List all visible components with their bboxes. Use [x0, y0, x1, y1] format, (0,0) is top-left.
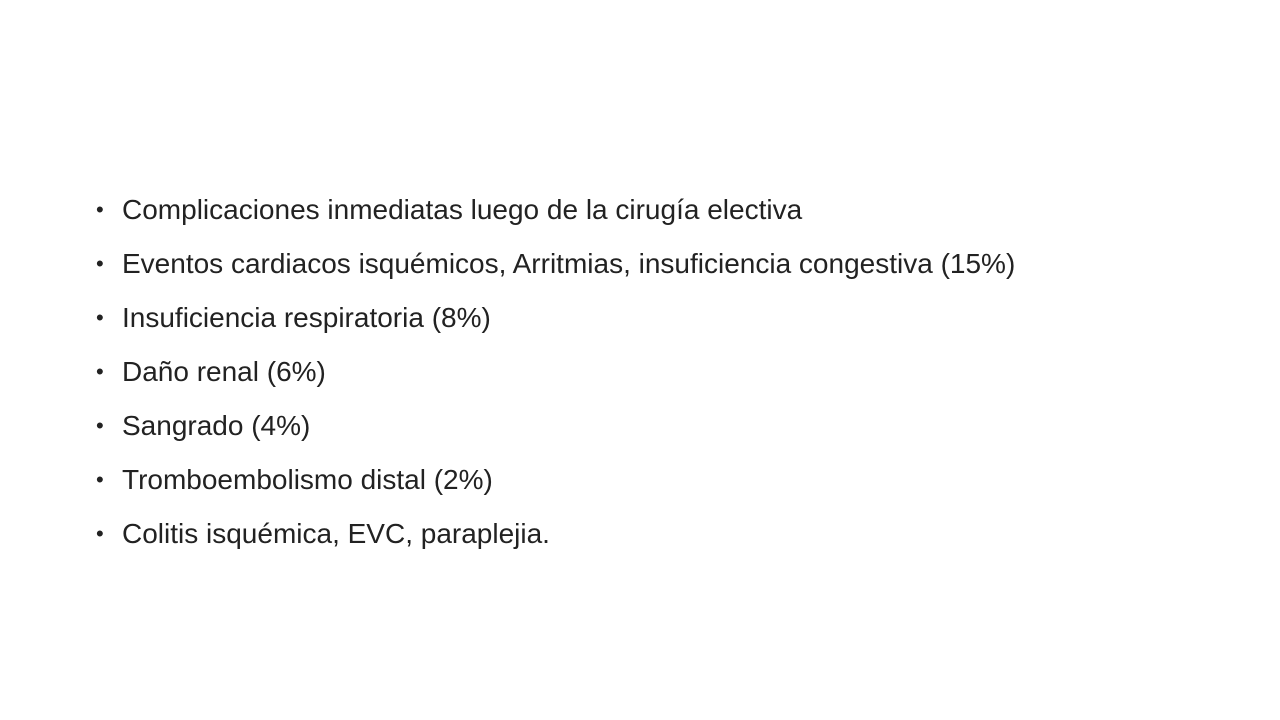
bullet-item [96, 409, 1136, 443]
bullet-text: Insuficiencia respiratoria (8%) [122, 302, 491, 333]
bullet-item [96, 301, 1136, 335]
bullet-item [96, 517, 1136, 551]
bullet-dot-icon: • [96, 251, 104, 276]
bullet-dot-icon: • [96, 467, 104, 492]
bullet-item [96, 247, 1136, 281]
slide-body [96, 193, 1136, 571]
bullet-dot-icon: • [96, 305, 104, 330]
bullet-dot-icon: • [96, 413, 104, 438]
bullet-text: Tromboembolismo distal (2%) [122, 464, 493, 495]
bullet-item [96, 463, 1136, 497]
bullet-text: Eventos cardiacos isquémicos, Arritmias, insuficiencia congestiva (15%) [122, 248, 1016, 279]
bullet-dot-icon: • [96, 197, 104, 222]
bullet-dot-icon: • [96, 521, 104, 546]
bullet-text: Daño renal (6%) [122, 356, 326, 387]
bullet-dot-icon: • [96, 359, 104, 384]
bullet-text: Colitis isquémica, EVC, paraplejia. [122, 518, 550, 549]
bullet-text: Complicaciones inmediatas luego de la cirugía electiva [122, 194, 803, 225]
bullet-item [96, 193, 1136, 227]
bullet-list [96, 193, 1136, 551]
bullet-item [96, 355, 1136, 389]
bullet-text: Sangrado (4%) [122, 410, 311, 441]
